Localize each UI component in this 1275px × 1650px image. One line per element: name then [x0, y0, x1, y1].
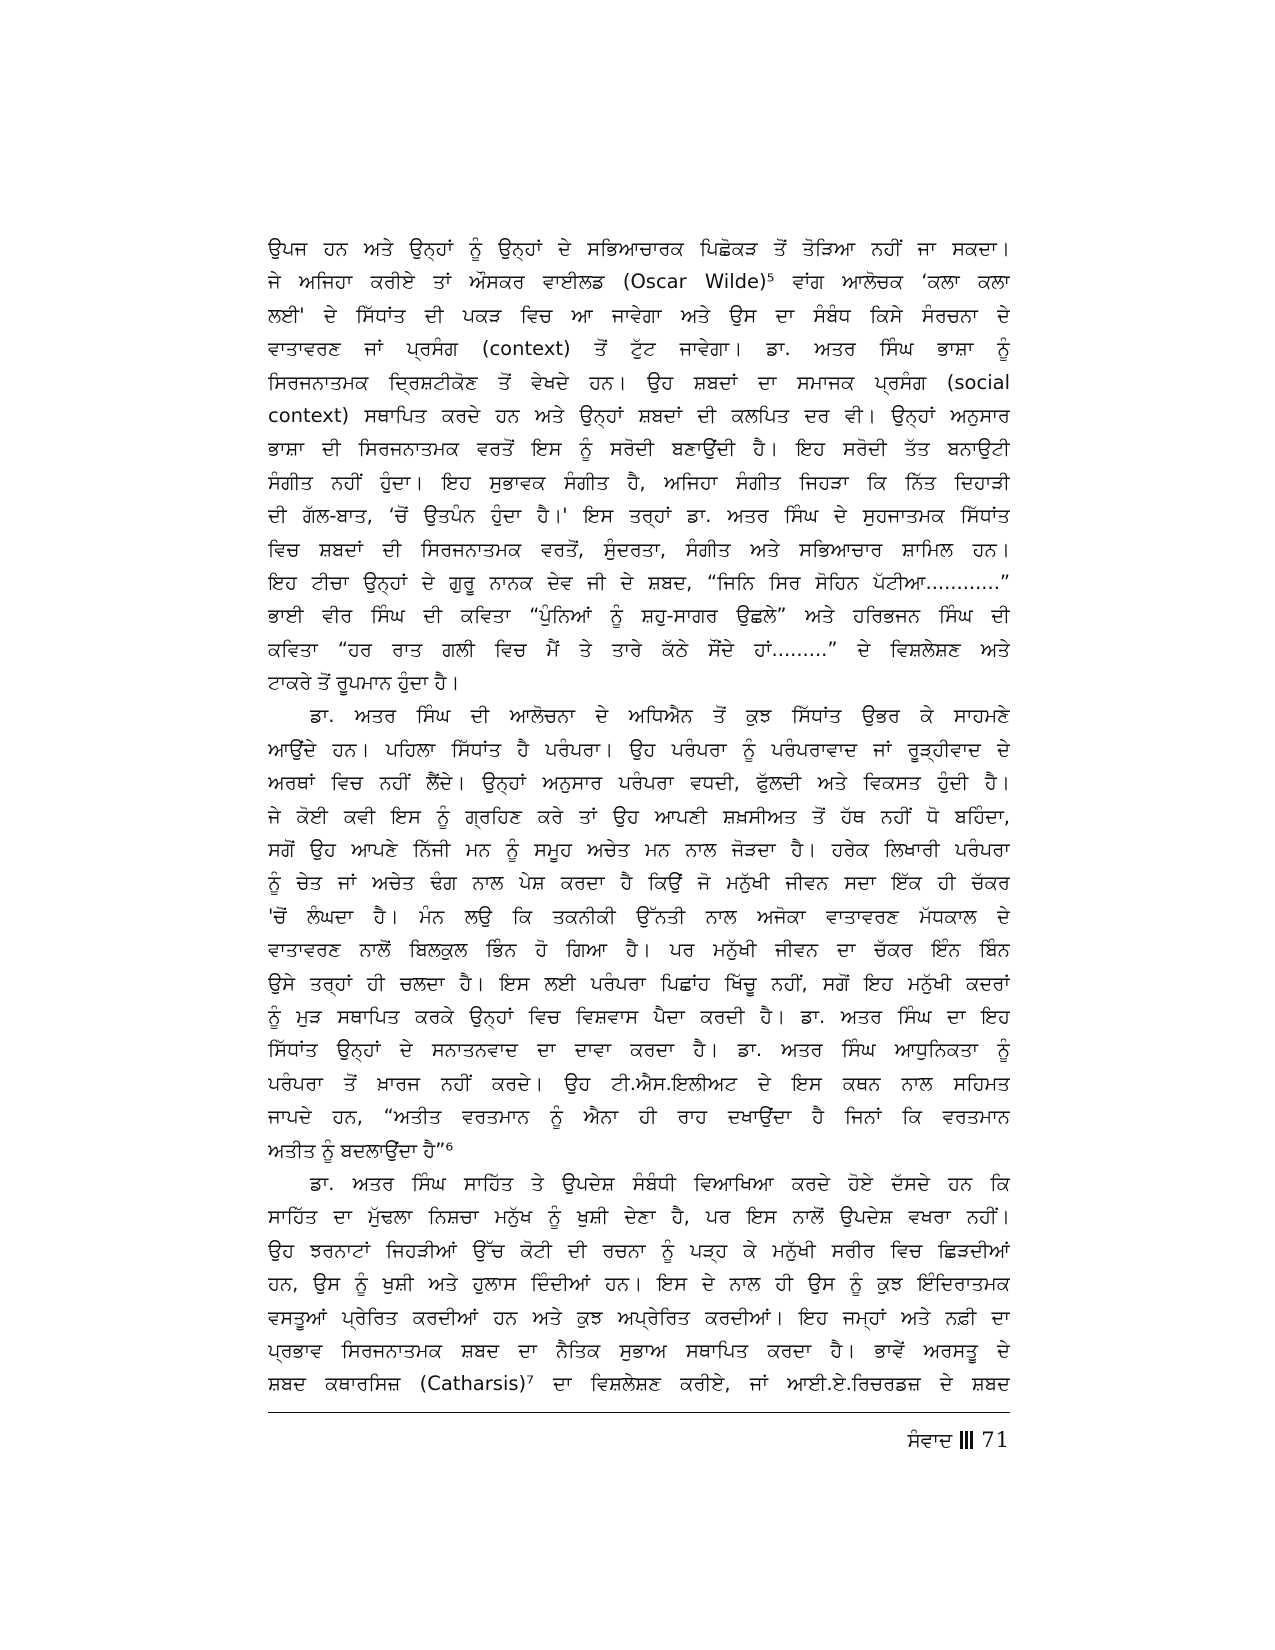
text-line: ਸਾਹਿੱਤ ਦਾ ਮੁੱਢਲਾ ਨਿਸ਼ਚਾ ਮਨੁੱਖ ਨੂੰ ਖੁਸ਼ੀ ਦੇਣਾ ਹੈ, ਪਰ ਇਸ ਨਾਲੋਂ ਉਪਦੇਸ਼ ਵਖਰਾ ਨਹੀਂ।	[268, 1205, 1010, 1229]
page-number: 71	[981, 1428, 1010, 1452]
text-line: ਜਾਪਦੇ ਹਨ, “ਅਤੀਤ ਵਰਤਮਾਨ ਨੂੰ ਐਨਾ ਹੀ ਰਾਹ ਦਖਾਉਂਦਾ ਹੈ ਜਿਨਾਂ ਕਿ ਵਰਤਮਾਨ	[268, 1105, 1010, 1129]
text-line: ਆਉਂਦੇ ਹਨ। ਪਹਿਲਾ ਸਿੱਧਾਂਤ ਹੈ ਪਰੰਪਰਾ। ਉਹ ਪਰੰਪਰਾ ਨੂੰ ਪਰੰਪਰਾਵਾਦ ਜਾਂ ਰੂੜ੍ਹੀਵਾਦ ਦੇ	[268, 737, 1010, 761]
triple-bar-icon	[960, 1431, 973, 1449]
footer-rule	[268, 1412, 1010, 1413]
text-line: context) ਸਥਾਪਿਤ ਕਰਦੇ ਹਨ ਅਤੇ ਉਨ੍ਹਾਂ ਸ਼ਬਦਾਂ ਦੀ ਕਲਪਿਤ ਦਰ ਵੀ। ਉਨ੍ਹਾਂ ਅਨੁਸਾਰ	[268, 403, 1010, 427]
text-line: ਸਿਰਜਨਾਤਮਕ ਦ੍ਰਿਸ਼ਟੀਕੋਣ ਤੋਂ ਵੇਖਦੇ ਹਨ। ਉਹ ਸ਼ਬਦਾਂ ਦਾ ਸਮਾਜਕ ਪ੍ਰਸੰਗ (social	[268, 370, 1010, 394]
text-line: ਅਰਥਾਂ ਵਿਚ ਨਹੀਂ ਲੈਂਦੇ। ਉਨ੍ਹਾਂ ਅਨੁਸਾਰ ਪਰੰਪਰਾ ਵਧਦੀ, ਫੁੱਲਦੀ ਅਤੇ ਵਿਕਸਤ ਹੁੰਦੀ ਹੈ।	[268, 771, 1010, 795]
text-line: ਵਸਤੂਆਂ ਪ੍ਰੇਰਿਤ ਕਰਦੀਆਂ ਹਨ ਅਤੇ ਕੁਝ ਅਪ੍ਰੇਰਿਤ ਕਰਦੀਆਂ। ਇਹ ਜਮ੍ਹਾਂ ਅਤੇ ਨਫ਼ੀ ਦਾ	[268, 1305, 1010, 1329]
text-line: ਦੀ ਗੱਲ-ਬਾਤ, ‘ਚੋਂ ਉਤਪੰਨ ਹੁੰਦਾ ਹੈ।' ਇਸ ਤਰ੍ਹਾਂ ਡਾ. ਅਤਰ ਸਿੰਘ ਦੇ ਸੁਹਜਾਤਮਕ ਸਿੱਧਾਂਤ	[268, 504, 1010, 528]
text-line: ਕਵਿਤਾ “ਹਰ ਰਾਤ ਗਲੀ ਵਿਚ ਮੈਂ ਤੇ ਤਾਰੇ ਕੱਠੇ ਸੌਂਦੇ ਹਾਂ.........” ਦੇ ਵਿਸ਼ਲੇਸ਼ਣ ਅਤੇ	[268, 637, 1010, 661]
page-footer	[907, 1422, 1010, 1458]
text-line: ਡਾ. ਅਤਰ ਸਿੰਘ ਦੀ ਆਲੋਚਨਾ ਦੇ ਅਧਿਐਨ ਤੋਂ ਕੁਝ ਸਿੱਧਾਂਤ ਉਭਰ ਕੇ ਸਾਹਮਣੇ	[310, 704, 1010, 728]
text-line: ਇਹ ਟੀਚਾ ਉਨ੍ਹਾਂ ਦੇ ਗੁਰੂ ਨਾਨਕ ਦੇਵ ਜੀ ਦੇ ਸ਼ਬਦ, “ਜਿਨਿ ਸਿਰ ਸੋਹਿਨ ਪੱਟੀਆ............”	[268, 570, 1010, 594]
text-line: ਹਨ, ਉਸ ਨੂੰ ਖੁਸ਼ੀ ਅਤੇ ਹੁਲਾਸ ਦਿੰਦੀਆਂ ਹਨ। ਇਸ ਦੇ ਨਾਲ ਹੀ ਉਸ ਨੂੰ ਕੁਝ ਇੰਦਿਰਾਤਮਕ	[268, 1272, 1010, 1296]
text-line: ਟਾਕਰੇ ਤੋਂ ਰੂਪਮਾਨ ਹੁੰਦਾ ਹੈ।	[268, 671, 460, 695]
paragraph	[268, 232, 1010, 699]
text-line: ਉਪਜ ਹਨ ਅਤੇ ਉਨ੍ਹਾਂ ਨੂੰ ਉਨ੍ਹਾਂ ਦੇ ਸਭਿਆਚਾਰਕ ਪਿਛੋਕੜ ਤੋਂ ਤੋੜਿਆ ਨਹੀਂ ਜਾ ਸਕਦਾ।	[268, 237, 1010, 260]
text-line: ਉਸੇ ਤਰ੍ਹਾਂ ਹੀ ਚਲਦਾ ਹੈ। ਇਸ ਲਈ ਪਰੰਪਰਾ ਪਿਛਾਂਹ ਖਿੱਚੂ ਨਹੀਂ, ਸਗੋਂ ਇਹ ਮਨੁੱਖੀ ਕਦਰਾਂ	[268, 971, 1010, 995]
text-line: ਲਈ' ਦੇ ਸਿੱਧਾਂਤ ਦੀ ਪਕੜ ਵਿਚ ਆ ਜਾਵੇਗਾ ਅਤੇ ਉਸ ਦਾ ਸੰਬੰਧ ਕਿਸੇ ਸੰਰਚਨਾ ਦੇ	[268, 303, 1010, 327]
text-line: ਨੂੰ ਚੇਤ ਜਾਂ ਅਚੇਤ ਢੰਗ ਨਾਲ ਪੇਸ਼ ਕਰਦਾ ਹੈ ਕਿਉਂ ਜੋ ਮਨੁੱਖੀ ਜੀਵਨ ਸਦਾ ਇੱਕ ਹੀ ਚੱਕਰ	[268, 871, 1010, 895]
text-line: ਵਾਤਾਵਰਣ ਜਾਂ ਪ੍ਰਸੰਗ (context) ਤੋਂ ਟੁੱਟ ਜਾਵੇਗਾ। ਡਾ. ਅਤਰ ਸਿੰਘ ਭਾਸ਼ਾ ਨੂੰ	[268, 337, 1010, 361]
text-line: 'ਚੋਂ ਲੰਘਦਾ ਹੈ। ਮੰਨ ਲਉ ਕਿ ਤਕਨੀਕੀ ਉੱਨਤੀ ਨਾਲ ਅਜੋਕਾ ਵਾਤਾਵਰਣ ਮੱਧਕਾਲ ਦੇ	[268, 904, 1010, 928]
paragraph	[268, 1167, 1010, 1401]
text-line: ਭਾਈ ਵੀਰ ਸਿੰਘ ਦੀ ਕਵਿਤਾ “ਪੁੰਨਿਆਂ ਨੂੰ ਸ਼ਹੁ-ਸਾਗਰ ਉਛਲੇ” ਅਤੇ ਹਰਿਭਜਨ ਸਿੰਘ ਦੀ	[268, 604, 1010, 628]
text-line: ਡਾ. ਅਤਰ ਸਿੰਘ ਸਾਹਿੱਤ ਤੇ ਉਪਦੇਸ਼ ਸੰਬੰਧੀ ਵਿਆਖਿਆ ਕਰਦੇ ਹੋਏ ਦੱਸਦੇ ਹਨ ਕਿ	[310, 1171, 1010, 1195]
text-line: ਜੇ ਕੋਈ ਕਵੀ ਇਸ ਨੂੰ ਗ੍ਰਹਿਣ ਕਰੇ ਤਾਂ ਉਹ ਆਪਣੀ ਸ਼ਖ਼ਸੀਅਤ ਤੋਂ ਹੱਥ ਨਹੀਂ ਧੋ ਬਹਿੰਦਾ,	[268, 804, 1010, 828]
text-line: ਸੰਗੀਤ ਨਹੀਂ ਹੁੰਦਾ। ਇਹ ਸੁਭਾਵਕ ਸੰਗੀਤ ਹੈ, ਅਜਿਹਾ ਸੰਗੀਤ ਜਿਹੜਾ ਕਿ ਨਿੱਤ ਦਿਹਾੜੀ	[268, 470, 1010, 494]
journal-name: ਸੰਵਾਦ	[907, 1428, 953, 1452]
paragraph	[268, 699, 1010, 1166]
text-line: ਭਾਸ਼ਾ ਦੀ ਸਿਰਜਨਾਤਮਕ ਵਰਤੋਂ ਇਸ ਨੂੰ ਸਰੋਦੀ ਬਣਾਉਂਦੀ ਹੈ। ਇਹ ਸਰੋਦੀ ਤੱਤ ਬਨਾਉਟੀ	[268, 437, 1010, 461]
text-line: ਸਗੋਂ ਉਹ ਆਪਣੇ ਨਿੱਜੀ ਮਨ ਨੂੰ ਸਮੂਹ ਅਚੇਤ ਮਨ ਨਾਲ ਜੋੜਦਾ ਹੈ। ਹਰੇਕ ਲਿਖਾਰੀ ਪਰੰਪਰਾ	[268, 838, 1010, 862]
text-line: ਵਾਤਾਵਰਣ ਨਾਲੋਂ ਬਿਲਕੁਲ ਭਿੰਨ ਹੋ ਗਿਆ ਹੈ। ਪਰ ਮਨੁੱਖੀ ਜੀਵਨ ਦਾ ਚੱਕਰ ਇੰਨ ਬਿੰਨ	[268, 938, 1010, 962]
text-line: ਸ਼ਬਦ ਕਥਾਰਸਿਜ਼ (Catharsis)⁷ ਦਾ ਵਿਸ਼ਲੇਸ਼ਣ ਕਰੀਏ, ਜਾਂ ਆਈ.ਏ.ਰਿਚਰਡਜ਼ ਦੇ ਸ਼ਬਦ	[268, 1372, 1010, 1396]
body-text	[268, 232, 1010, 1401]
text-line: ਪ੍ਰਭਾਵ ਸਿਰਜਨਾਤਮਕ ਸ਼ਬਦ ਦਾ ਨੈਤਿਕ ਸੁਭਾਅ ਸਥਾਪਿਤ ਕਰਦਾ ਹੈ। ਭਾਵੇਂ ਅਰਸਤੂ ਦੇ	[268, 1338, 1010, 1362]
text-line: ਵਿਚ ਸ਼ਬਦਾਂ ਦੀ ਸਿਰਜਨਾਤਮਕ ਵਰਤੋਂ, ਸੁੰਦਰਤਾ, ਸੰਗੀਤ ਅਤੇ ਸਭਿਆਚਾਰ ਸ਼ਾਮਿਲ ਹਨ।	[268, 537, 1010, 561]
text-line: ਨੂੰ ਮੁੜ ਸਥਾਪਿਤ ਕਰਕੇ ਉਨ੍ਹਾਂ ਵਿਚ ਵਿਸ਼ਵਾਸ ਪੈਦਾ ਕਰਦੀ ਹੈ। ਡਾ. ਅਤਰ ਸਿੰਘ ਦਾ ਇਹ	[268, 1004, 1010, 1028]
text-line: ਪਰੰਪਰਾ ਤੋਂ ਖ਼ਾਰਜ ਨਹੀਂ ਕਰਦੇ। ਉਹ ਟੀ.ਐਸ.ਇਲੀਅਟ ਦੇ ਇਸ ਕਥਨ ਨਾਲ ਸਹਿਮਤ	[268, 1071, 1010, 1095]
text-line: ਅਤੀਤ ਨੂੰ ਬਦਲਾਉਂਦਾ ਹੈ”⁶	[268, 1138, 454, 1162]
text-line: ਸਿੱਧਾਂਤ ਉਨ੍ਹਾਂ ਦੇ ਸਨਾਤਨਵਾਦ ਦਾ ਦਾਵਾ ਕਰਦਾ ਹੈ। ਡਾ. ਅਤਰ ਸਿੰਘ ਆਧੁਨਿਕਤਾ ਨੂੰ	[268, 1038, 1010, 1062]
text-line: ਉਹ ਝਰਨਾਟਾਂ ਜਿਹੜੀਆਂ ਉੱਚ ਕੋਟੀ ਦੀ ਰਚਨਾ ਨੂੰ ਪੜ੍ਹ ਕੇ ਮਨੁੱਖੀ ਸਰੀਰ ਵਿਚ ਛਿੜਦੀਆਂ	[268, 1238, 1010, 1262]
text-line: ਜੇ ਅਜਿਹਾ ਕਰੀਏ ਤਾਂ ਔਸਕਰ ਵਾਈਲਡ (Oscar Wilde)⁵ ਵਾਂਗ ਆਲੋਚਕ ‘ਕਲਾ ਕਲਾ	[268, 270, 1010, 294]
